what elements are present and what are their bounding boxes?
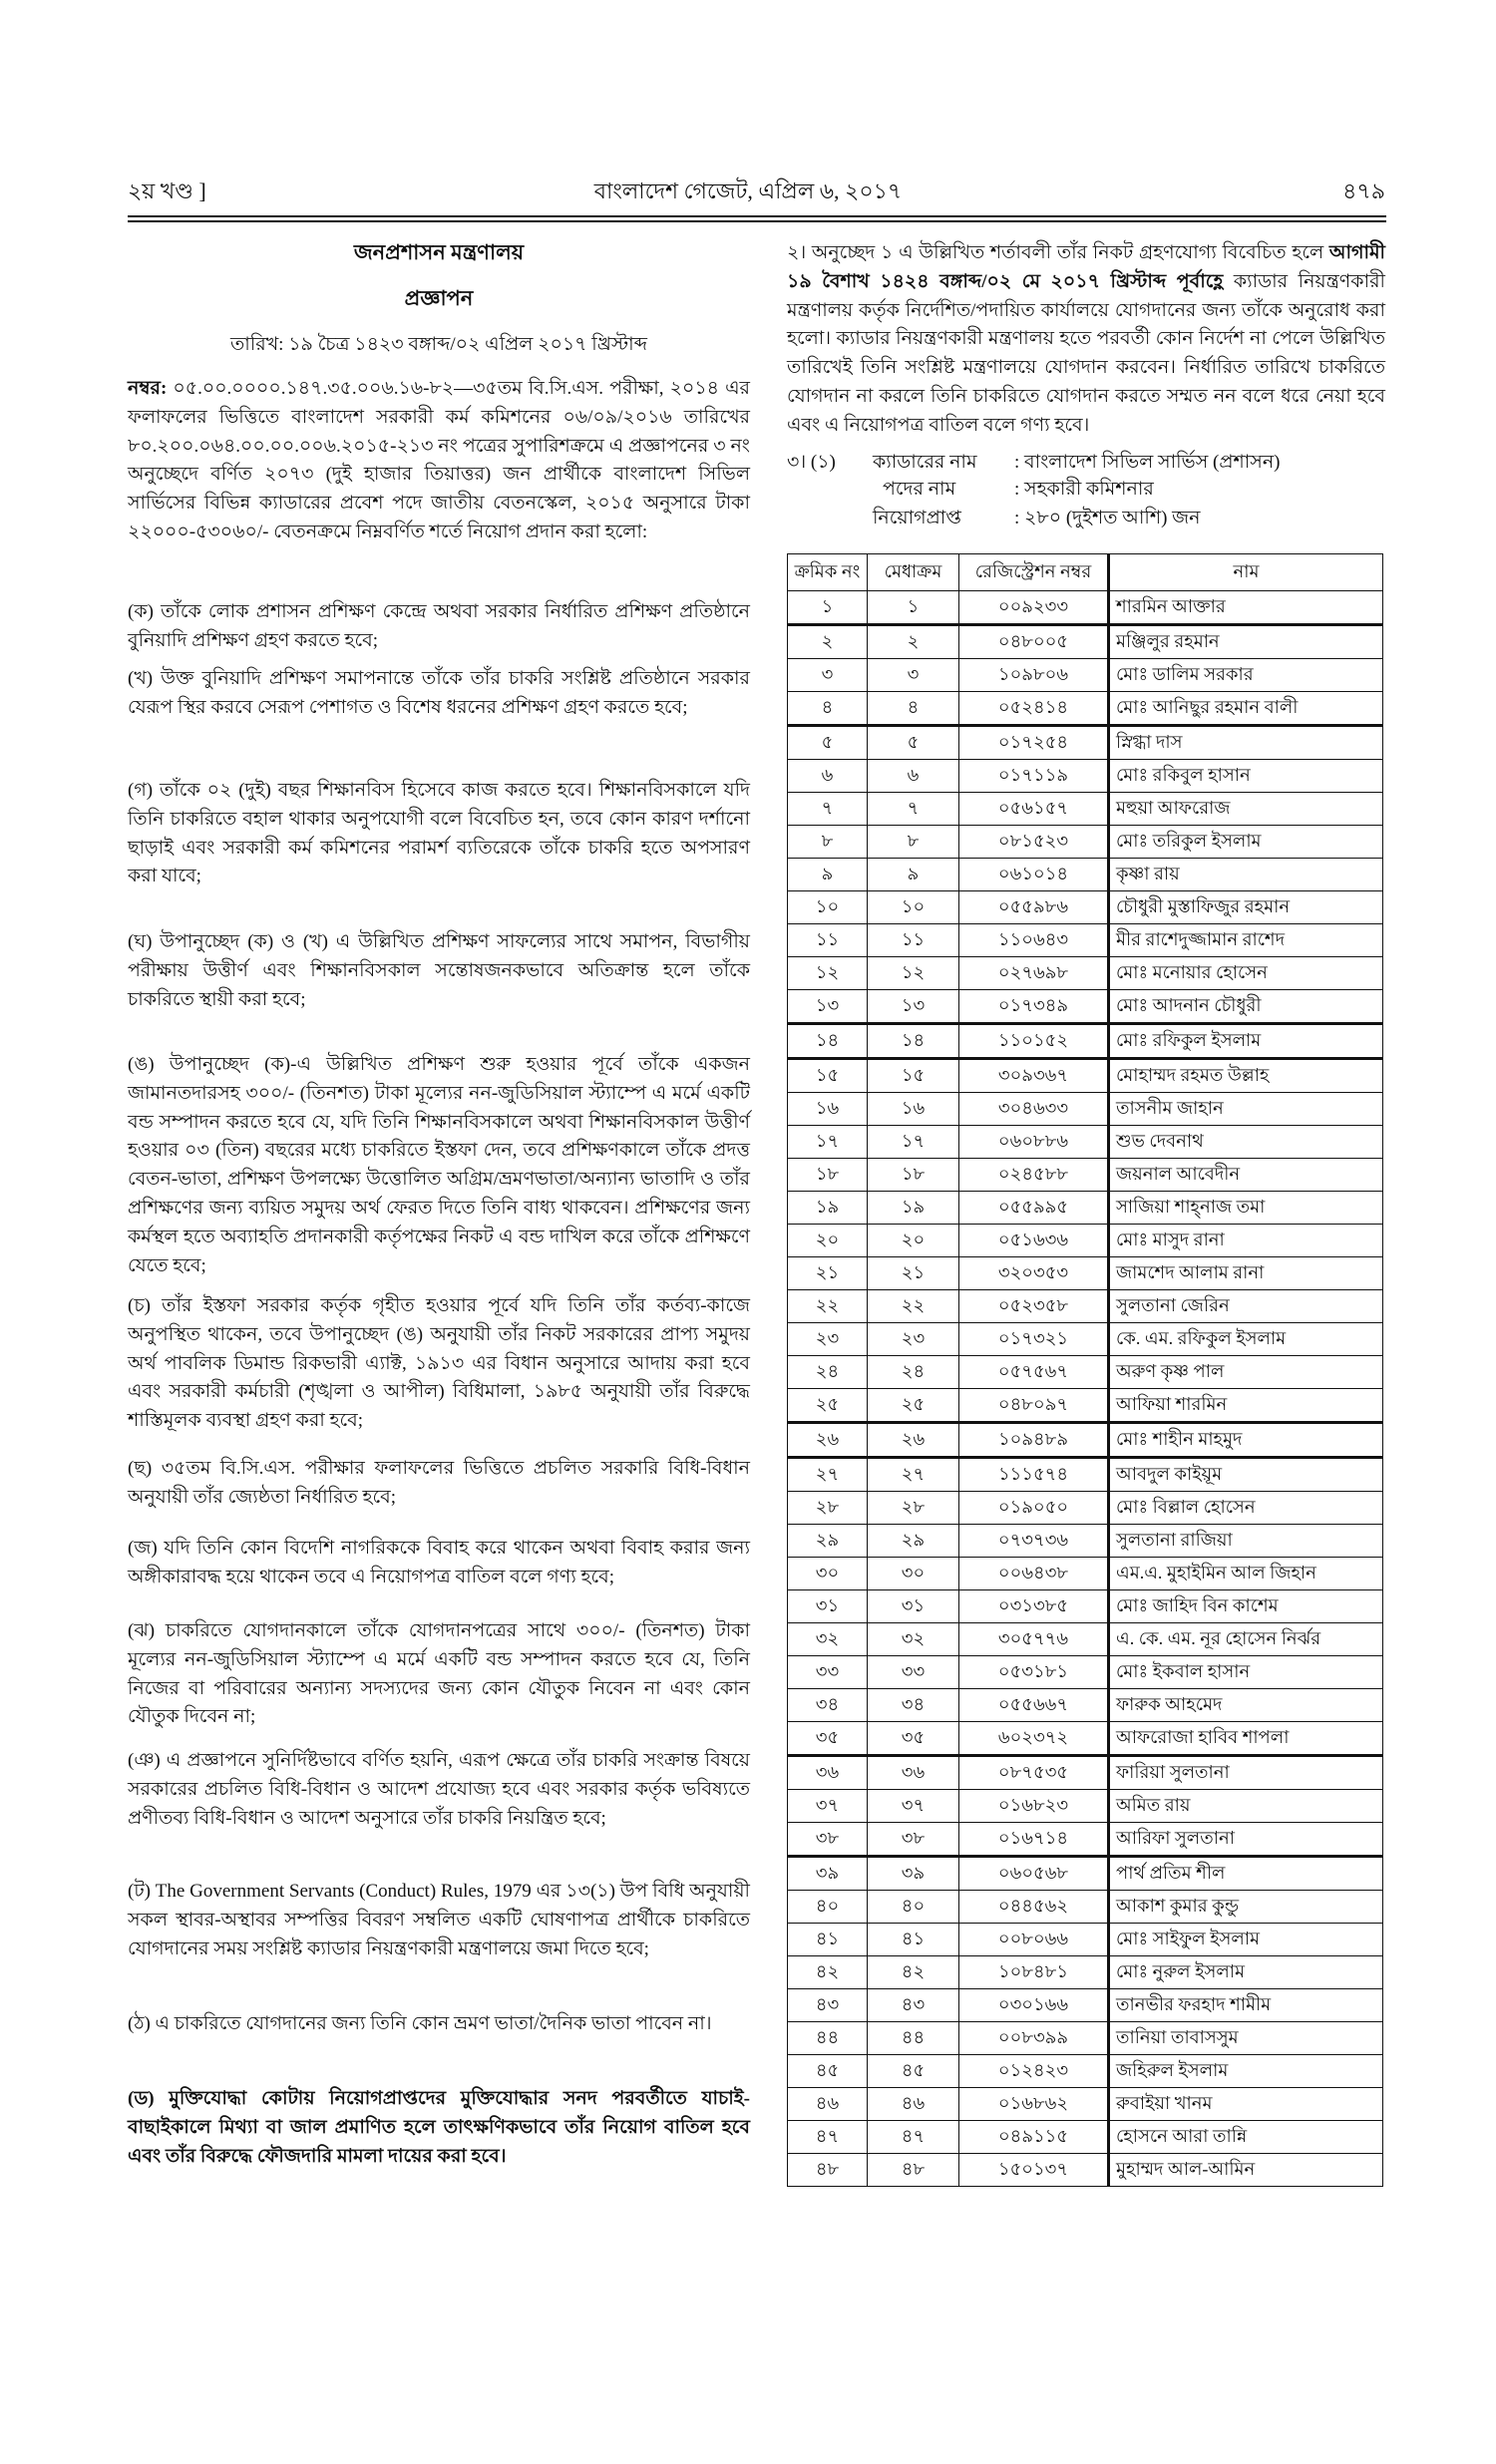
merit-cell: ১৩ <box>868 990 959 1024</box>
merit-cell: ৩ <box>868 659 959 692</box>
merit-cell: ৪৪ <box>868 2022 959 2055</box>
registration-cell: ১১০৬৪৩ <box>959 924 1109 957</box>
serial-cell: ৪৪ <box>788 2022 868 2055</box>
table-row <box>788 591 1383 625</box>
name-cell: এম.এ. মুহাইমিন আল জিহান <box>1109 1558 1383 1590</box>
table-row <box>788 1159 1383 1192</box>
paragraph-2-start: ২। অনুচ্ছেদ ১ এ উল্লিখিত শর্তাবলী তাঁর নিকট গ্রহণযোগ্য বিবেচিত হলে <box>787 242 1329 263</box>
serial-cell: ২২ <box>788 1290 868 1323</box>
name-cell: কৃষ্ণা রায় <box>1109 859 1383 891</box>
name-cell: মোঃ জাহিদ বিন কাশেম <box>1109 1590 1383 1623</box>
table-row <box>788 1590 1383 1623</box>
registration-cell: ৩০৫৭৭৬ <box>959 1623 1109 1656</box>
table-row <box>788 1956 1383 1989</box>
name-cell: জয়নাল আবেদীন <box>1109 1159 1383 1192</box>
table-row <box>788 957 1383 990</box>
serial-cell: ১ <box>788 591 868 625</box>
table-row <box>788 1656 1383 1689</box>
clause-ga: (গ) তাঁকে ০২ (দুই) বছর শিক্ষানবিস হিসেবে কাজ করতে হবে। শিক্ষানবিসকালে যদি তিনি চাকরিতে বহাল থাকার অনুপযোগী বলে বিবেচিত হন, তবে কোন কারণ দর্শানো ছাড়াই এবং সরকারী কর্ম কমিশনের পরামর্শ ব্যতিরেকে তাঁকে চাকরি হতে অপসারণ করা যাবে; <box>128 780 750 887</box>
notice-date: তারিখ: ১৯ চৈত্র ১৪২৩ বঙ্গাব্দ/০২ এপ্রিল ২০১৭ খ্রিস্টাব্দ <box>230 334 647 355</box>
clause-dda: (ড) মুক্তিযোদ্ধা কোটায় নিয়োগপ্রাপ্তদের মুক্তিযোদ্ধার সনদ পরবর্তীতে যাচাই-বাছাইকালে মিথ্যা বা জাল প্রমাণিত হলে তাৎক্ষণিকভাবে তাঁর নিয়োগ বাতিল হবে এবং তাঁর বিরুদ্ধে ফৌজদারি মামলা দায়ের করা হবে। <box>128 2088 750 2167</box>
paragraph-2-end: ক্যাডার নিয়ন্ত্রণকারী মন্ত্রণালয় কর্তৃক নির্দেশিত/পদায়িত কার্যালয়ে যোগদানের জন্য তাঁকে অনুরোধ করা হলো। ক্যাডার নিয়ন্ত্রণকারী মন্ত্রণালয় হতে পরবর্তী কোন নির্দেশ না পেলে উল্লিখিত তারিখেই তিনি সংশ্লিষ্ট মন্ত্রণালয়ে যোগদান করবেন। নির্ধারিত তারিখে চাকরিতে যোগদান না করলে তিনি চাকরিতে যোগদান করতে সম্মত নন বলে ধরে নেয়া হবে এবং এ নিয়োগপত্র বাতিল বলে গণ্য হবে। <box>787 270 1385 436</box>
table-row <box>788 1059 1383 1093</box>
serial-cell: ১০ <box>788 891 868 924</box>
post-value: : সহকারী কমিশনার <box>1014 479 1154 500</box>
name-cell: এ. কে. এম. নূর হোসেন নির্ঝর <box>1109 1623 1383 1656</box>
registration-cell: ১১১৫৭৪ <box>959 1458 1109 1492</box>
registration-cell: ০১৬৮৬২ <box>959 2088 1109 2121</box>
merit-cell: ২৩ <box>868 1323 959 1356</box>
appointed-label: নিয়োগপ্রাপ্ত <box>873 508 961 528</box>
name-cell: মীর রাশেদুজ্জামান রাশেদ <box>1109 924 1383 957</box>
name-cell: মোঃ শাহীন মাহমুদ <box>1109 1423 1383 1458</box>
notice-number-text: ০৫.০০.০০০০.১৪৭.৩৫.০০৬.১৬-৮২—৩৫তম বি.সি.এস. পরীক্ষা, ২০১৪ এর ফলাফলের ভিত্তিতে বাংলাদেশ সরকারী কর্ম কমিশনের ০৬/০৯/২০১৬ তারিখের ৮০.২০০.০৬৪.০০.০০.০০৬.২০১৫-২১৩ নং পত্রের সুপারিশক্রমে এ প্রজ্ঞাপনের ৩ নং অনুচ্ছেদে বর্ণিত ২০৭৩ (দুই হাজার তিয়াত্তর) জন প্রার্থীকে বাংলাদেশ সিভিল সার্ভিসের বিভিন্ন ক্যাডারের প্রবেশ পদে জাতীয় বেতনস্কেল, ২০১৫ অনুসারে টাকা ২২০০০-৫৩০৬০/- বেতনক্রমে নিম্নবর্ণিত শর্তে নিয়োগ প্রদান করা হলো: <box>128 378 750 542</box>
header-rule-bottom <box>128 220 1386 222</box>
merit-cell: ৩৩ <box>868 1656 959 1689</box>
table-row <box>788 891 1383 924</box>
merit-cell: ৪৬ <box>868 2088 959 2121</box>
header-serial: ক্রমিক নং <box>788 554 868 591</box>
table-row <box>788 1989 1383 2022</box>
section-number: ৩। (১) <box>787 452 836 473</box>
table-row <box>788 1924 1383 1956</box>
merit-cell: ৪ <box>868 692 959 726</box>
table-row <box>788 793 1383 826</box>
merit-cell: ২৮ <box>868 1492 959 1525</box>
name-cell: আকাশ কুমার কুন্ডু <box>1109 1891 1383 1924</box>
serial-cell: ২৬ <box>788 1423 868 1458</box>
merit-cell: ২৯ <box>868 1525 959 1558</box>
registration-cell: ০৪৯১১৫ <box>959 2121 1109 2154</box>
table-row <box>788 2055 1383 2088</box>
cadre-value: : বাংলাদেশ সিভিল সার্ভিস (প্রশাসন) <box>1014 452 1281 473</box>
merit-cell: ৩৪ <box>868 1689 959 1722</box>
merit-cell: ৩১ <box>868 1590 959 1623</box>
merit-cell: ৩০ <box>868 1558 959 1590</box>
name-cell: মঞ্জিলুর রহমান <box>1109 625 1383 659</box>
clause-ka: (ক) তাঁকে লোক প্রশাসন প্রশিক্ষণ কেন্দ্রে অথবা সরকার নির্ধারিত প্রশিক্ষণ প্রতিষ্ঠানে বুনিয়াদি প্রশিক্ষণ গ্রহণ করতে হবে; <box>128 601 750 651</box>
serial-cell: ৩০ <box>788 1558 868 1590</box>
table-row <box>788 1423 1383 1458</box>
table-row <box>788 1356 1383 1389</box>
serial-cell: ১৯ <box>788 1192 868 1225</box>
serial-cell: ২৪ <box>788 1356 868 1389</box>
name-cell: জহিরুল ইসলাম <box>1109 2055 1383 2088</box>
name-cell: মোঃ আনিছুর রহমান বালী <box>1109 692 1383 726</box>
notice-number-paragraph <box>128 375 750 547</box>
cadre-label: ক্যাডারের নাম <box>873 452 977 473</box>
gazette-title: বাংলাদেশ গেজেট, এপ্রিল ৬, ২০১৭ <box>593 178 903 203</box>
clause-ja: (জ) যদি তিনি কোন বিদেশি নাগরিককে বিবাহ করে থাকেন অথবা বিবাহ করার জন্য অঙ্গীকারাবদ্ধ হয়ে থাকেন তবে এ নিয়োগপত্র বাতিল বলে গণ্য হবে; <box>128 1538 750 1587</box>
serial-cell: ৫ <box>788 726 868 760</box>
merit-cell: ২৫ <box>868 1389 959 1423</box>
serial-cell: ৪২ <box>788 1956 868 1989</box>
clause-nya: (ঞ) এ প্রজ্ঞাপনে সুনির্দিষ্টভাবে বর্ণিত হয়নি, এরূপ ক্ষেত্রে তাঁর চাকরি সংক্রান্ত বিষয়ে সরকারের প্রচলিত বিধি-বিধান ও আদেশ প্রযোজ্য হবে এবং সরকার কর্তৃক ভবিষ্যতে প্রণীতব্য বিধি-বিধান ও আদেশ অনুসারে তাঁর চাকরি নিয়ন্ত্রিত হবে; <box>128 1750 750 1829</box>
table-row <box>788 692 1383 726</box>
table-row <box>788 1623 1383 1656</box>
page-number: ৪৭৯ <box>1342 178 1385 203</box>
table-row <box>788 1558 1383 1590</box>
registration-cell: ০০৮৩৯৯ <box>959 2022 1109 2055</box>
cadre-info <box>787 449 1385 538</box>
registration-cell: ০৫১৬৩৬ <box>959 1225 1109 1257</box>
table-header-row <box>788 554 1383 591</box>
registration-cell: ০২৭৬৯৮ <box>959 957 1109 990</box>
table-row <box>788 625 1383 659</box>
merit-cell: ৪১ <box>868 1924 959 1956</box>
registration-cell: ১০৮৪৮১ <box>959 1956 1109 1989</box>
name-cell: মোঃ ডালিম সরকার <box>1109 659 1383 692</box>
serial-cell: ৪০ <box>788 1891 868 1924</box>
merit-cell: ৮ <box>868 826 959 859</box>
merit-cell: ১৪ <box>868 1024 959 1059</box>
table-row <box>788 1790 1383 1823</box>
clause-chha: (ছ) ৩৫তম বি.সি.এস. পরীক্ষার ফলাফলের ভিত্তিতে প্রচলিত সরকারি বিধি-বিধান অনুযায়ী তাঁর জ্যেষ্ঠতা নির্ধারিত হবে; <box>128 1458 750 1508</box>
name-cell: মোঃ রকিবুল হাসান <box>1109 760 1383 793</box>
merit-cell: ৩২ <box>868 1623 959 1656</box>
table-row <box>788 1126 1383 1159</box>
merit-cell: ৩৯ <box>868 1857 959 1891</box>
merit-cell: ৪০ <box>868 1891 959 1924</box>
serial-cell: ১৭ <box>788 1126 868 1159</box>
merit-cell: ৫ <box>868 726 959 760</box>
header-merit: মেধাক্রম <box>868 554 959 591</box>
merit-cell: ৭ <box>868 793 959 826</box>
serial-cell: ২৯ <box>788 1525 868 1558</box>
registration-cell: ০৬০৫৬৮ <box>959 1857 1109 1891</box>
merit-cell: ২৬ <box>868 1423 959 1458</box>
registration-cell: ০০৮০৬৬ <box>959 1924 1109 1956</box>
registration-cell: ০৩১৩৮৫ <box>959 1590 1109 1623</box>
table-row <box>788 2088 1383 2121</box>
table-row <box>788 990 1383 1024</box>
clause-ttha: (ঠ) এ চাকরিতে যোগদানের জন্য তিনি কোন ভ্রমণ ভাতা/দৈনিক ভাতা পাবেন না। <box>128 2013 712 2034</box>
serial-cell: ২১ <box>788 1257 868 1290</box>
table-row <box>788 859 1383 891</box>
table-row <box>788 1458 1383 1492</box>
table-row <box>788 659 1383 692</box>
name-cell: সুলতানা জেরিন <box>1109 1290 1383 1323</box>
table-row <box>788 1492 1383 1525</box>
registration-cell: ১০৯৪৮৯ <box>959 1423 1109 1458</box>
registration-cell: ০৬০৮৮৬ <box>959 1126 1109 1159</box>
clause-kha: (খ) উক্ত বুনিয়াদি প্রশিক্ষণ সমাপনান্তে তাঁকে তাঁর চাকরি সংশ্লিষ্ট প্রতিষ্ঠানে সরকার যেরূপ স্থির করবে সেরূপ পেশাগত ও বিশেষ ধরনের প্রশিক্ষণ গ্রহণ করতে হবে; <box>128 668 750 718</box>
merit-cell: ১৬ <box>868 1093 959 1126</box>
paragraph-2 <box>787 239 1385 441</box>
table-row <box>788 760 1383 793</box>
merit-cell: ২০ <box>868 1225 959 1257</box>
serial-cell: ৪১ <box>788 1924 868 1956</box>
registration-cell: ০৪৪৫৬২ <box>959 1891 1109 1924</box>
name-cell: অরুণ কৃষ্ণ পাল <box>1109 1356 1383 1389</box>
notice-heading: প্রজ্ঞাপন <box>404 286 474 310</box>
serial-cell: ৩৩ <box>788 1656 868 1689</box>
registration-cell: ৩২০৩৫৩ <box>959 1257 1109 1290</box>
merit-cell: ৩৬ <box>868 1756 959 1790</box>
name-cell: শুভ দেবনাথ <box>1109 1126 1383 1159</box>
table-row <box>788 1525 1383 1558</box>
registration-cell: ০৩০১৬৬ <box>959 1989 1109 2022</box>
registration-cell: ০৫৬১৫৭ <box>959 793 1109 826</box>
name-cell: মোঃ আদনান চৌধুরী <box>1109 990 1383 1024</box>
serial-cell: ৬ <box>788 760 868 793</box>
clause-uma: (ঙ) উপানুচ্ছেদ (ক)-এ উল্লিখিত প্রশিক্ষণ শুরু হওয়ার পূর্বে তাঁকে একজন জামানতদারসহ ৩০০/- (তিনশত) টাকা মূল্যের নন-জুডিসিয়াল স্ট্যাম্পে এ মর্মে একটি বন্ড সম্পাদন করতে হবে যে, যদি তিনি শিক্ষানবিসকালে অথবা শিক্ষানবিসকাল উত্তীর্ণ হওয়ার ০৩ (তিন) বছরের মধ্যে চাকরিতে ইস্তফা দেন, তবে প্রশিক্ষণকালে তাঁকে প্রদত্ত বেতন-ভাতা, প্রশিক্ষণ উপলক্ষ্যে উত্তোলিত অগ্রিম/ভ্রমণভাতা/অন্যান্য ভাতাদি ও তাঁর প্রশিক্ষণের জন্য ব্যয়িত সমুদয় অর্থ ফেরত দিতে তিনি বাধ্য থাকবেন। প্রশিক্ষণের জন্য কর্মস্থল হতে অব্যাহতি প্রদানকারী কর্তৃপক্ষের নিকট এ বন্ড দাখিল করে তাঁকে প্রশিক্ষণে যেতে হবে; <box>128 1054 750 1276</box>
serial-cell: ৪৫ <box>788 2055 868 2088</box>
name-cell: মোঃ তরিকুল ইসলাম <box>1109 826 1383 859</box>
serial-cell: ৪৭ <box>788 2121 868 2154</box>
merit-cell: ২১ <box>868 1257 959 1290</box>
registration-cell: ০৫৫৯৮৬ <box>959 891 1109 924</box>
registration-cell: ০১৭১১৯ <box>959 760 1109 793</box>
registration-cell: ০৫৭৫৬৭ <box>959 1356 1109 1389</box>
clause-cha: (চ) তাঁর ইস্তফা সরকার কর্তৃক গৃহীত হওয়ার পূর্বে যদি তিনি তাঁর কর্তব্য-কাজে অনুপস্থিত থাকেন, তবে উপানুচ্ছেদ (ঙ) অনুযায়ী তাঁর নিকট সরকারের প্রাপ্য সমুদয় অর্থ পাবলিক ডিমান্ড রিকভারী এ্যাক্ট, ১৯১৩ এর বিধান অনুসারে আদায় করা হবে এবং সরকারী কর্মচারী (শৃঙ্খলা ও আপীল) বিধিমালা, ১৯৮৫ অনুযায়ী তাঁর বিরুদ্ধে শাস্তিমূলক ব্যবস্থা গ্রহণ করা হবে; <box>128 1295 750 1432</box>
registration-cell: ৬০২৩৭২ <box>959 1722 1109 1756</box>
name-cell: মোঃ মাসুদ রানা <box>1109 1225 1383 1257</box>
name-cell: হোসনে আরা তান্নি <box>1109 2121 1383 2154</box>
merit-cell: ৪২ <box>868 1956 959 1989</box>
name-cell: তানভীর ফরহাদ শামীম <box>1109 1989 1383 2022</box>
registration-cell: ০৪৮০৯৭ <box>959 1389 1109 1423</box>
name-cell: আবদুল কাইয়ূম <box>1109 1458 1383 1492</box>
registration-cell: ০৫৫৬৬৭ <box>959 1689 1109 1722</box>
table-row <box>788 1389 1383 1423</box>
table-row <box>788 1823 1383 1857</box>
registration-cell: ০১৭৩২১ <box>959 1323 1109 1356</box>
table-row <box>788 924 1383 957</box>
registration-cell: ৩০৪৬৩৩ <box>959 1093 1109 1126</box>
registration-cell: ০৫৫৯৯৫ <box>959 1192 1109 1225</box>
name-cell: স্নিগ্ধা দাস <box>1109 726 1383 760</box>
name-cell: সুলতানা রাজিয়া <box>1109 1525 1383 1558</box>
merit-cell: ৬ <box>868 760 959 793</box>
table-row <box>788 1024 1383 1059</box>
merit-cell: ১৮ <box>868 1159 959 1192</box>
merit-cell: ২৭ <box>868 1458 959 1492</box>
serial-cell: ১৩ <box>788 990 868 1024</box>
merit-cell: ১৭ <box>868 1126 959 1159</box>
registration-cell: ১১০১৫২ <box>959 1024 1109 1059</box>
notice-number-label: নম্বর: <box>128 378 168 399</box>
header-rule-top <box>128 215 1386 217</box>
serial-cell: ৭ <box>788 793 868 826</box>
name-cell: ফারুক আহমেদ <box>1109 1689 1383 1722</box>
serial-cell: ৯ <box>788 859 868 891</box>
name-cell: কে. এম. রফিকুল ইসলাম <box>1109 1323 1383 1356</box>
serial-cell: ৩৮ <box>788 1823 868 1857</box>
clause-gha: (ঘ) উপানুচ্ছেদ (ক) ও (খ) এ উল্লিখিত প্রশিক্ষণ সাফল্যের সাথে সমাপন, বিভাগীয় পরীক্ষায় উত্তীর্ণ এবং শিক্ষানবিসকাল সন্তোষজনকভাবে অতিক্রান্ত হলে তাঁকে চাকরিতে স্থায়ী করা হবে; <box>128 931 750 1010</box>
registration-cell: ০৫২৩৫৮ <box>959 1290 1109 1323</box>
merit-cell: ১ <box>868 591 959 625</box>
merit-cell: ৩৮ <box>868 1823 959 1857</box>
name-cell: আরিফা সুলতানা <box>1109 1823 1383 1857</box>
registration-cell: ০১৭৩৪৯ <box>959 990 1109 1024</box>
serial-cell: ৩১ <box>788 1590 868 1623</box>
name-cell: তানিয়া তাবাসসুম <box>1109 2022 1383 2055</box>
serial-cell: ১২ <box>788 957 868 990</box>
table-row <box>788 1689 1383 1722</box>
post-label: পদের নাম <box>883 479 956 500</box>
registration-cell: ০৮১৫২৩ <box>959 826 1109 859</box>
name-cell: মোঃ ইকবাল হাসান <box>1109 1656 1383 1689</box>
ministry-name: জনপ্রশাসন মন্ত্রণালয় <box>353 240 525 264</box>
registration-cell: ০৬১০১৪ <box>959 859 1109 891</box>
serial-cell: ২ <box>788 625 868 659</box>
table-row <box>788 1225 1383 1257</box>
serial-cell: ৩ <box>788 659 868 692</box>
serial-cell: ২০ <box>788 1225 868 1257</box>
appointees-table <box>787 553 1383 2187</box>
registration-cell: ৩০৯৩৬৭ <box>959 1059 1109 1093</box>
clause-jha: (ঝ) চাকরিতে যোগদানকালে তাঁকে যোগদানপত্রের সাথে ৩০০/- (তিনশত) টাকা মূল্যের নন-জুডিসিয়াল স্ট্যাম্পে এ মর্মে একটি বন্ড সম্পাদন করতে হবে যে, তিনি নিজের বা পরিবারের অন্যান্য সদস্যদের জন্য কোন যৌতুক নিবেন না এবং কোন যৌতুক দিবেন না; <box>128 1620 750 1728</box>
serial-cell: ৩৯ <box>788 1857 868 1891</box>
registration-cell: ১০৯৮০৬ <box>959 659 1109 692</box>
serial-cell: ৪৩ <box>788 1989 868 2022</box>
table-row <box>788 1257 1383 1290</box>
merit-cell: ৪৩ <box>868 1989 959 2022</box>
serial-cell: ৩৫ <box>788 1722 868 1756</box>
name-cell: অমিত রায় <box>1109 1790 1383 1823</box>
name-cell: আফিয়া শারমিন <box>1109 1389 1383 1423</box>
serial-cell: ১৪ <box>788 1024 868 1059</box>
table-row <box>788 2154 1383 2187</box>
merit-cell: ৯ <box>868 859 959 891</box>
table-row <box>788 1722 1383 1756</box>
appointed-value: : ২৮০ (দুইশত আশি) জন <box>1014 508 1201 528</box>
joining-date: আগামী ১৯ বৈশাখ ১৪২৪ বঙ্গাব্দ/০২ মে ২০১৭ খ্রিস্টাব্দ পূর্বাহ্ণে <box>787 242 1385 292</box>
serial-cell: ৮ <box>788 826 868 859</box>
serial-cell: ৪ <box>788 692 868 726</box>
table-row <box>788 1323 1383 1356</box>
serial-cell: ২৩ <box>788 1323 868 1356</box>
serial-cell: ১১ <box>788 924 868 957</box>
merit-cell: ১২ <box>868 957 959 990</box>
serial-cell: ১৬ <box>788 1093 868 1126</box>
header-name: নাম <box>1109 554 1383 591</box>
registration-cell: ০১৯০৫০ <box>959 1492 1109 1525</box>
registration-cell: ০০৬৪৩৮ <box>959 1558 1109 1590</box>
serial-cell: ৪৬ <box>788 2088 868 2121</box>
table-row <box>788 826 1383 859</box>
table-row <box>788 726 1383 760</box>
merit-cell: ১১ <box>868 924 959 957</box>
serial-cell: ৪৮ <box>788 2154 868 2187</box>
serial-cell: ১৮ <box>788 1159 868 1192</box>
merit-cell: ৩৭ <box>868 1790 959 1823</box>
name-cell: মোঃ মনোয়ার হোসেন <box>1109 957 1383 990</box>
serial-cell: ২৫ <box>788 1389 868 1423</box>
name-cell: মোঃ নুরুল ইসলাম <box>1109 1956 1383 1989</box>
registration-cell: ০১৬৮২৩ <box>959 1790 1109 1823</box>
registration-cell: ০৫৩১৮১ <box>959 1656 1109 1689</box>
name-cell: মোঃ সাইফুল ইসলাম <box>1109 1924 1383 1956</box>
registration-cell: ০১৬৭১৪ <box>959 1823 1109 1857</box>
name-cell: তাসনীম জাহান <box>1109 1093 1383 1126</box>
registration-cell: ০১২৪২৩ <box>959 2055 1109 2088</box>
gazette-part: ২য় খণ্ড ] <box>128 178 206 203</box>
table-row <box>788 1093 1383 1126</box>
name-cell: জামশেদ আলাম রানা <box>1109 1257 1383 1290</box>
serial-cell: ৩৪ <box>788 1689 868 1722</box>
serial-cell: ৩২ <box>788 1623 868 1656</box>
registration-cell: ০৭৩৭৩৬ <box>959 1525 1109 1558</box>
serial-cell: ৩৭ <box>788 1790 868 1823</box>
name-cell: মহুয়া আফরোজ <box>1109 793 1383 826</box>
merit-cell: ৪৮ <box>868 2154 959 2187</box>
serial-cell: ২৭ <box>788 1458 868 1492</box>
registration-cell: ০২৪৫৮৮ <box>959 1159 1109 1192</box>
name-cell: মোঃ বিল্লাল হোসেন <box>1109 1492 1383 1525</box>
merit-cell: ৩৫ <box>868 1722 959 1756</box>
table-row <box>788 1891 1383 1924</box>
merit-cell: ২ <box>868 625 959 659</box>
name-cell: শারমিন আক্তার <box>1109 591 1383 625</box>
registration-cell: ০৪৮০০৫ <box>959 625 1109 659</box>
name-cell: মোঃ রফিকুল ইসলাম <box>1109 1024 1383 1059</box>
header-registration: রেজিস্ট্রেশন নম্বর <box>959 554 1109 591</box>
name-cell: পার্থ প্রতিম শীল <box>1109 1857 1383 1891</box>
table-row <box>788 1756 1383 1790</box>
name-cell: মোহাম্মদ রহমত উল্লাহ <box>1109 1059 1383 1093</box>
serial-cell: ২৮ <box>788 1492 868 1525</box>
serial-cell: ১৫ <box>788 1059 868 1093</box>
table-row <box>788 1290 1383 1323</box>
name-cell: ফারিয়া সুলতানা <box>1109 1756 1383 1790</box>
table-row <box>788 2022 1383 2055</box>
name-cell: মুহাম্মদ আল-আমিন <box>1109 2154 1383 2187</box>
name-cell: সাজিয়া শাহ্‌নাজ তমা <box>1109 1192 1383 1225</box>
table-row <box>788 1192 1383 1225</box>
merit-cell: ২৪ <box>868 1356 959 1389</box>
registration-cell: ০০৯২৩৩ <box>959 591 1109 625</box>
table-row <box>788 1857 1383 1891</box>
merit-cell: ৪৭ <box>868 2121 959 2154</box>
merit-cell: ১০ <box>868 891 959 924</box>
name-cell: আফরোজা হাবিব শাপলা <box>1109 1722 1383 1756</box>
registration-cell: ০৮৭৫৩৫ <box>959 1756 1109 1790</box>
name-cell: রুবাইয়া খানম <box>1109 2088 1383 2121</box>
registration-cell: ১৫০১৩৭ <box>959 2154 1109 2187</box>
name-cell: চৌধুরী মুস্তাফিজুর রহমান <box>1109 891 1383 924</box>
merit-cell: ২২ <box>868 1290 959 1323</box>
registration-cell: ০৫২৪১৪ <box>959 692 1109 726</box>
serial-cell: ৩৬ <box>788 1756 868 1790</box>
merit-cell: ১৫ <box>868 1059 959 1093</box>
table-row <box>788 2121 1383 2154</box>
merit-cell: ৪৫ <box>868 2055 959 2088</box>
merit-cell: ১৯ <box>868 1192 959 1225</box>
clause-tta: (ট) The Government Servants (Conduct) Rules, 1979 এর ১৩(১) উপ বিধি অনুযায়ী সকল স্থাবর-অস্থাবর সম্পত্তির বিবরণ সম্বলিত একটি ঘোষণাপত্র প্রার্থীকে চাকরিতে যোগদানের সময় সংশ্লিষ্ট ক্যাডার নিয়ন্ত্রণকারী মন্ত্রণালয়ে জমা দিতে হবে; <box>128 1881 750 1959</box>
registration-cell: ০১৭২৫৪ <box>959 726 1109 760</box>
